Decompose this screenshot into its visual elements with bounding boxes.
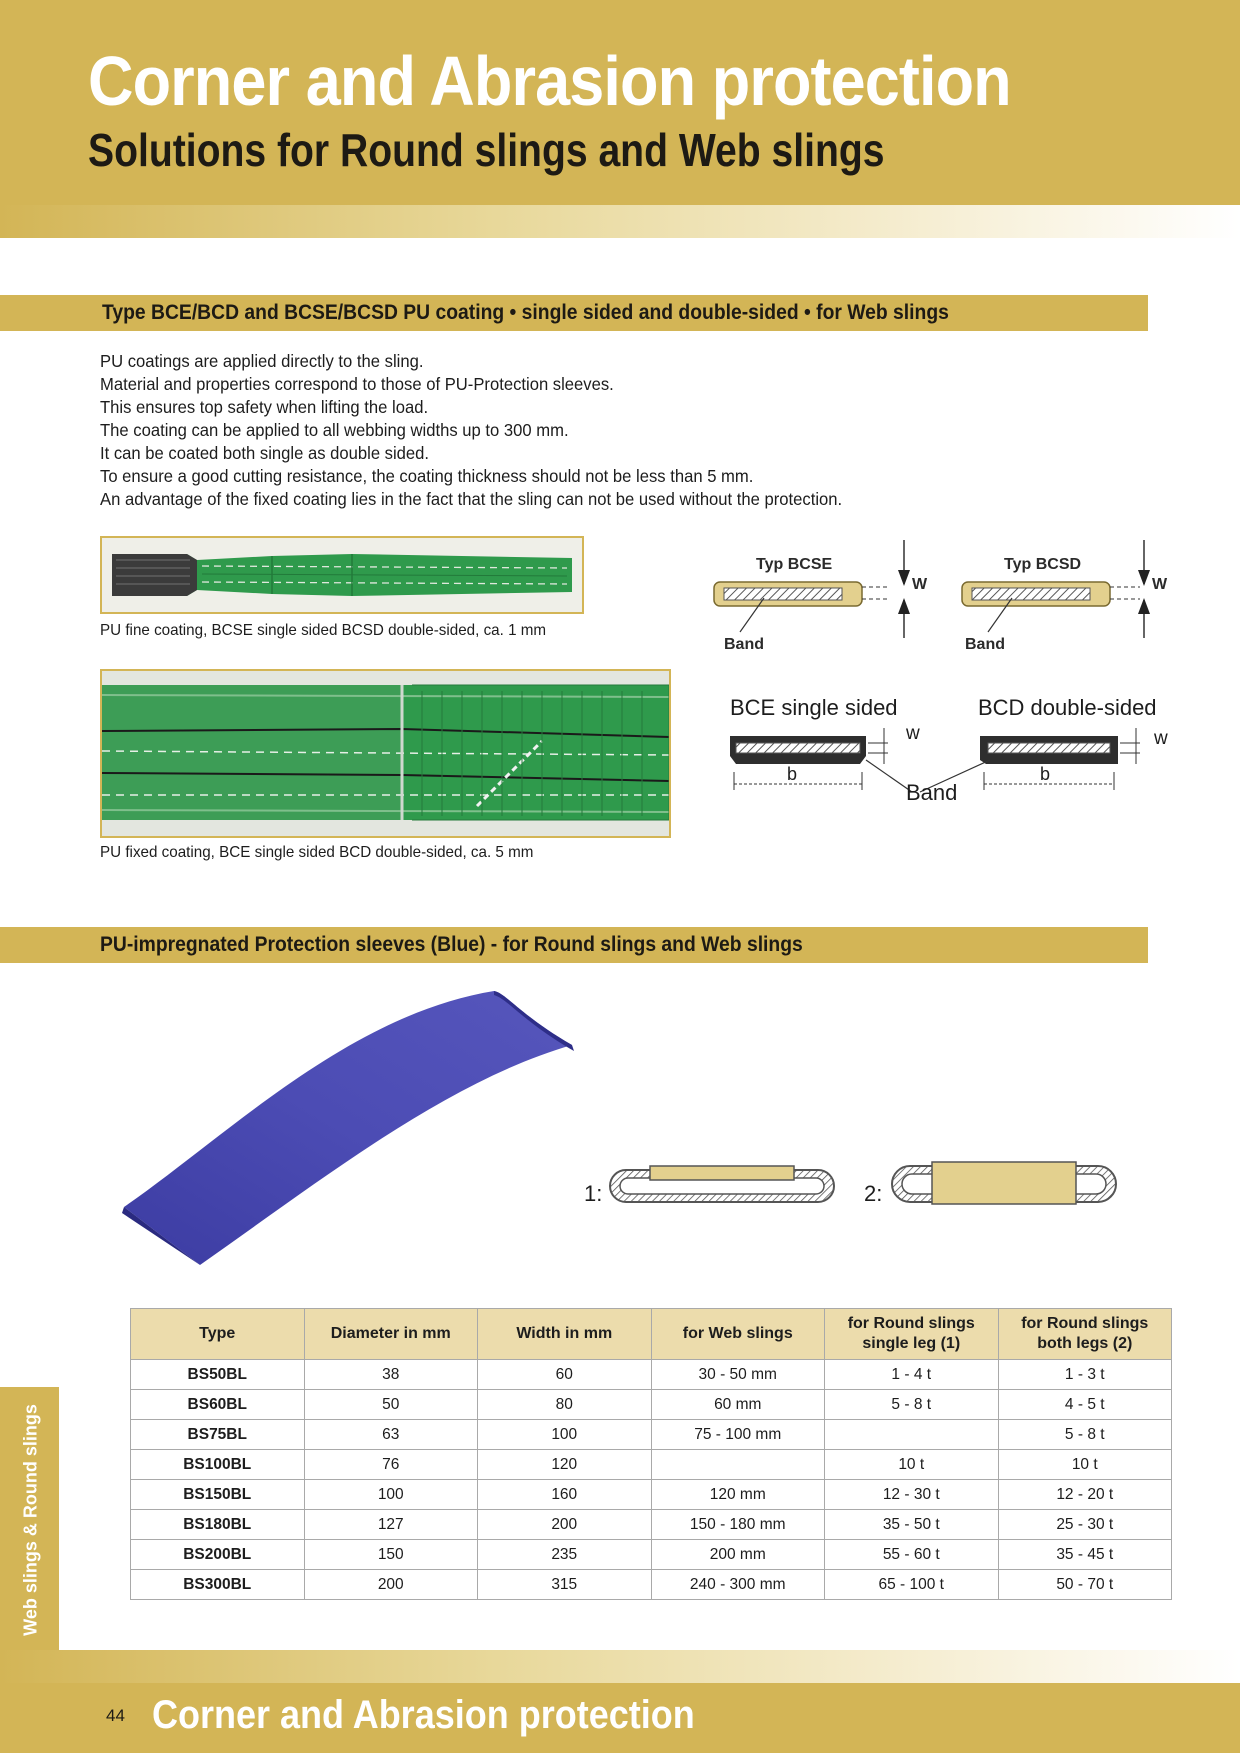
cell-web-slings: 30 - 50 mm: [651, 1360, 825, 1390]
table-header-row: [131, 1309, 1172, 1360]
cell-round-single: 12 - 30 t: [825, 1480, 999, 1510]
cell-width: 235: [478, 1540, 652, 1570]
bce-b-label: b: [787, 764, 798, 784]
cell-round-both: 4 - 5 t: [998, 1390, 1172, 1420]
cell-web-slings: 240 - 300 mm: [651, 1570, 825, 1600]
cell-diameter: 63: [304, 1420, 478, 1450]
sleeve-both-legs-shape: [932, 1162, 1076, 1204]
cell-diameter: 150: [304, 1540, 478, 1570]
col-header-width: Width in mm: [478, 1309, 652, 1360]
table-row: [131, 1390, 1172, 1420]
cell-round-both: 5 - 8 t: [998, 1420, 1172, 1450]
sleeve-usage-diagram: [580, 1160, 1120, 1220]
col-header-round-single-leg: for Round slings single leg (1): [825, 1309, 999, 1360]
fine-coating-photo: [100, 536, 584, 614]
col-header-diameter: Diameter in mm: [304, 1309, 478, 1360]
cell-web-slings: 120 mm: [651, 1480, 825, 1510]
cell-round-single: 5 - 8 t: [825, 1390, 999, 1420]
footer-title: Corner and Abrasion protection: [152, 1693, 695, 1737]
table-row: [131, 1420, 1172, 1450]
section1-heading: Type BCE/BCD and BCSE/BCSD PU coating • single sided and double-sided • for Web slings: [102, 301, 949, 324]
cell-round-both: 25 - 30 t: [998, 1510, 1172, 1540]
cell-diameter: 38: [304, 1360, 478, 1390]
blue-protection-sleeve-image: [118, 985, 578, 1270]
bce-band-shape: [736, 743, 860, 753]
page-subtitle: Solutions for Round slings and Web slings: [88, 124, 885, 176]
typ-bcse-label: Typ BCSE: [756, 556, 833, 573]
green-webbing-fixed-coating-image: [102, 671, 669, 836]
sleeve-body: [124, 991, 572, 1265]
side-tab-label: Web slings & Round slings: [20, 1404, 41, 1636]
paragraph-line: Material and properties correspond to those of PU-Protection sleeves.: [100, 374, 614, 394]
footer-gradient-strip: [0, 1650, 1240, 1683]
bcd-band-shape: [988, 743, 1110, 753]
bce-title-label: BCE single sided: [730, 695, 898, 720]
green-webbing-fine-coating-image: [102, 538, 582, 612]
cell-round-single: 10 t: [825, 1450, 999, 1480]
cell-type: BS180BL: [131, 1510, 305, 1540]
sleeve-single-leg-shape: [650, 1166, 794, 1180]
diagram-label-1: 1:: [584, 1181, 603, 1206]
cell-diameter: 50: [304, 1390, 478, 1420]
cell-width: 160: [478, 1480, 652, 1510]
cell-diameter: 100: [304, 1480, 478, 1510]
cell-diameter: 127: [304, 1510, 478, 1540]
cell-web-slings: [651, 1450, 825, 1480]
typ-bcsd-label: Typ BCSD: [1004, 556, 1082, 573]
cell-type: BS75BL: [131, 1420, 305, 1450]
diagram-label-2: 2:: [864, 1181, 883, 1206]
cell-round-single: [825, 1420, 999, 1450]
bcd-w-label: w: [1154, 728, 1168, 749]
bcsd-band-label: Band: [965, 636, 1005, 653]
cell-round-single: 55 - 60 t: [825, 1540, 999, 1570]
table-row: [131, 1570, 1172, 1600]
paragraph-line: An advantage of the fixed coating lies in the fact that the sling can not be used without the protection.: [100, 489, 843, 509]
paragraph-line: PU coatings are applied directly to the sling.: [100, 351, 424, 371]
fixed-coating-photo: [100, 669, 671, 838]
cell-round-single: 1 - 4 t: [825, 1360, 999, 1390]
paragraph-line: It can be coated both single as double sided.: [100, 443, 430, 463]
bce-bcd-band-label: Band: [906, 780, 958, 805]
table-row: [131, 1510, 1172, 1540]
bcd-title-label: BCD double-sided: [978, 695, 1157, 720]
col-header-web-slings: for Web slings: [651, 1309, 825, 1360]
cell-round-single: 65 - 100 t: [825, 1570, 999, 1600]
section2-heading: PU-impregnated Protection sleeves (Blue) - for Round slings and Web slings: [100, 933, 803, 956]
cell-round-both: 50 - 70 t: [998, 1570, 1172, 1600]
section1-description: [100, 350, 1100, 511]
cell-type: BS60BL: [131, 1390, 305, 1420]
table-row: [131, 1450, 1172, 1480]
paragraph-line: The coating can be applied to all webbing widths up to 300 mm.: [100, 420, 569, 440]
bcse-band-shape: [724, 588, 842, 600]
cell-round-both: 12 - 20 t: [998, 1480, 1172, 1510]
cell-round-both: 10 t: [998, 1450, 1172, 1480]
header-gradient-strip: [0, 205, 1240, 238]
cell-round-single: 35 - 50 t: [825, 1510, 999, 1540]
sleeve-spec-table: [130, 1308, 1172, 1600]
cell-type: BS300BL: [131, 1570, 305, 1600]
cell-width: 100: [478, 1420, 652, 1450]
section1-header-bar: [0, 295, 1148, 331]
paragraph-line: This ensures top safety when lifting the load.: [100, 397, 429, 417]
cell-type: BS150BL: [131, 1480, 305, 1510]
bcd-b-label: b: [1040, 764, 1051, 784]
bcsd-w-label: W: [1152, 576, 1168, 593]
section2-header-bar: [0, 927, 1148, 963]
cell-round-both: 35 - 45 t: [998, 1540, 1172, 1570]
page-title: Corner and Abrasion protection: [88, 42, 1011, 120]
cell-diameter: 76: [304, 1450, 478, 1480]
cell-width: 200: [478, 1510, 652, 1540]
cell-web-slings: 75 - 100 mm: [651, 1420, 825, 1450]
table-row: [131, 1540, 1172, 1570]
paragraph-line: To ensure a good cutting resistance, the coating thickness should not be less than 5 mm.: [100, 466, 754, 486]
cell-web-slings: 150 - 180 mm: [651, 1510, 825, 1540]
fixed-coating-caption: PU fixed coating, BCE single sided BCD double-sided, ca. 5 mm: [100, 844, 534, 861]
fine-coating-caption: PU fine coating, BCSE single sided BCSD double-sided, ca. 1 mm: [100, 622, 547, 639]
col-header-round-both-legs: for Round slings both legs (2): [998, 1309, 1172, 1360]
table-row: [131, 1480, 1172, 1510]
cell-width: 80: [478, 1390, 652, 1420]
bcse-w-label: W: [912, 576, 928, 593]
bcse-bcsd-cross-section-diagram: [700, 532, 1180, 652]
bce-w-label: w: [906, 723, 920, 744]
bcsd-band-shape: [972, 588, 1090, 600]
cell-type: BS100BL: [131, 1450, 305, 1480]
cell-round-both: 1 - 3 t: [998, 1360, 1172, 1390]
col-header-type: Type: [131, 1309, 305, 1360]
cell-type: BS200BL: [131, 1540, 305, 1570]
bcse-band-label: Band: [724, 636, 764, 653]
cell-width: 60: [478, 1360, 652, 1390]
cell-width: 315: [478, 1570, 652, 1600]
cell-web-slings: 60 mm: [651, 1390, 825, 1420]
cell-type: BS50BL: [131, 1360, 305, 1390]
table-row: [131, 1360, 1172, 1390]
cell-web-slings: 200 mm: [651, 1540, 825, 1570]
cell-width: 120: [478, 1450, 652, 1480]
page-number: 44: [106, 1706, 125, 1725]
cell-diameter: 200: [304, 1570, 478, 1600]
